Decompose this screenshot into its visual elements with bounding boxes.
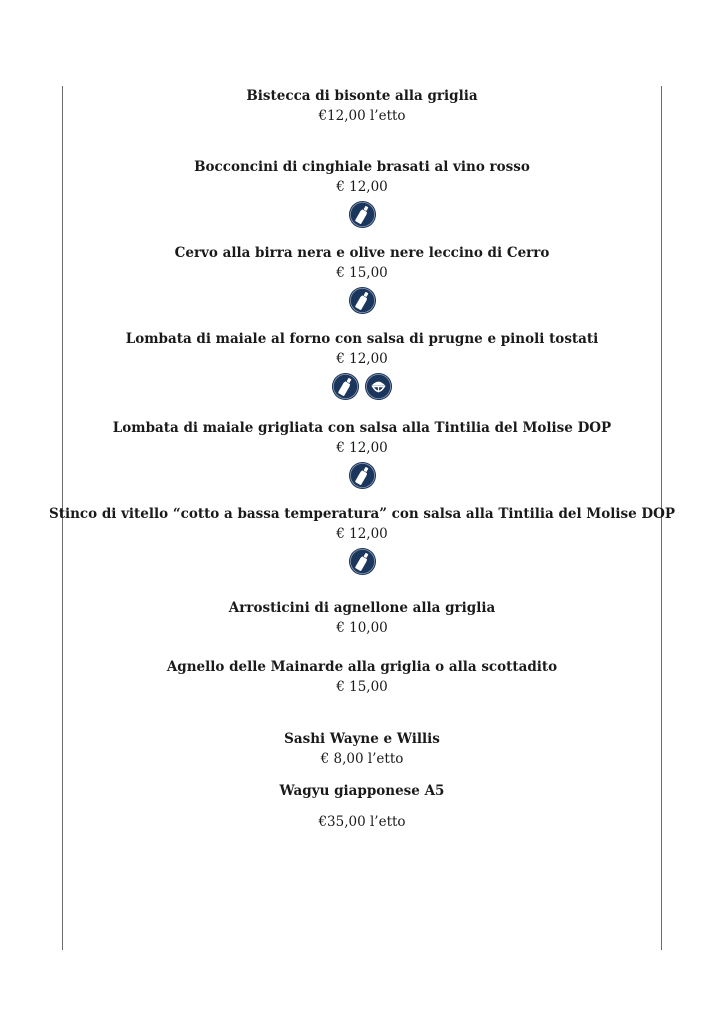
dish-name: Agnello delle Mainarde alla griglia o alla scottadito [166,659,558,675]
dish-price: €12,00 l’etto [318,108,406,124]
dish-name: Sashi Wayne e Willis [284,731,440,747]
menu-item-agnello [0,658,724,696]
dish-price: € 12,00 [336,440,388,456]
dish-price: € 15,00 [336,679,388,695]
wine-bottle-icon [348,547,377,576]
menu-item-lombata-forno [0,330,724,401]
menu-item-sashi [0,730,724,768]
dish-price: € 12,00 [336,526,388,542]
menu-item-stinco [0,505,724,576]
wine-bottle-icon [348,286,377,315]
menu-item-cervo [0,244,724,315]
menu-item-cinghiale [0,158,724,229]
dish-price: €35,00 l’etto [318,814,406,830]
menu-item-wagyu [0,782,724,831]
wine-bottle-icon [331,372,360,401]
dish-price: € 15,00 [336,265,388,281]
wine-bottle-icon [348,200,377,229]
dish-name: Lombata di maiale grigliata con salsa alla Tintilia del Molise DOP [112,420,612,436]
dish-name: Lombata di maiale al forno con salsa di prugne e pinoli tostati [125,331,599,347]
nuts-icon [364,372,393,401]
dish-price: € 12,00 [336,351,388,367]
dish-name: Cervo alla birra nera e olive nere leccino di Cerro [174,245,550,261]
dish-name: Bocconcini di cinghiale brasati al vino rosso [194,159,530,175]
menu-item-arrosticini [0,599,724,637]
dish-name: Stinco di vitello “cotto a bassa temperatura” con salsa alla Tintilia del Molise DOP [48,506,676,522]
dish-name: Bistecca di bisonte alla griglia [246,88,478,104]
dish-price: € 8,00 l’etto [320,751,404,767]
wine-bottle-icon [348,461,377,490]
menu-item-lombata-grigliata [0,419,724,490]
dish-name: Wagyu giapponese A5 [279,783,445,799]
dish-price: € 10,00 [336,620,388,636]
menu-item-bisonte [0,87,724,125]
dish-name: Arrosticini di agnellone alla griglia [228,600,496,616]
dish-price: € 12,00 [336,179,388,195]
